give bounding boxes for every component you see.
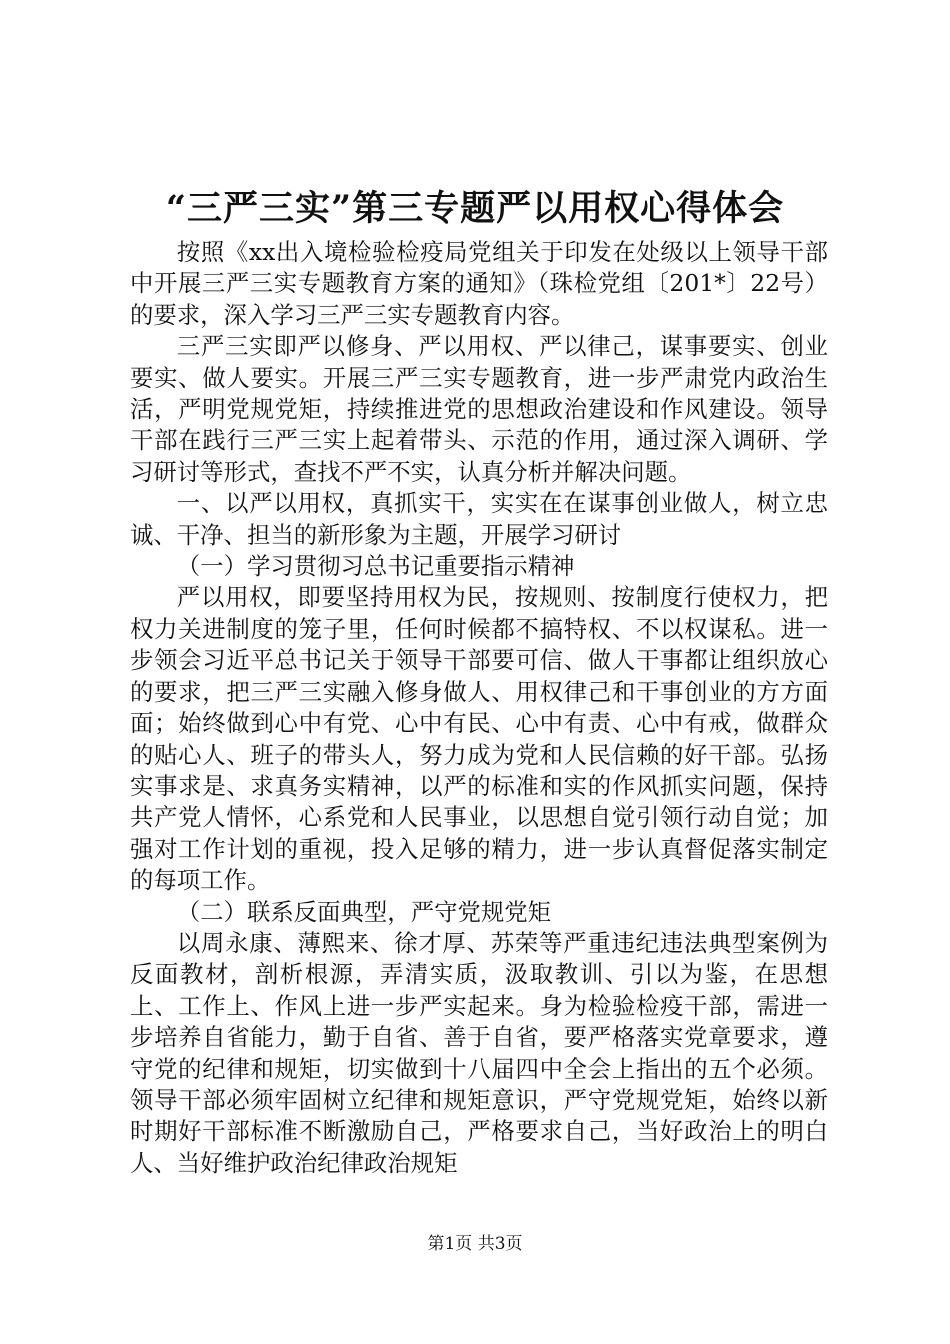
document-body (130, 237, 828, 1179)
section-heading-1: 一、以严以用权，真抓实干，实实在在谋事创业做人，树立忠诚、干净、担当的新形象为主题，开展学习研讨 (130, 489, 828, 549)
paragraph-negative-examples: 以周永康、薄熙来、徐才厚、苏荣等严重违纪违法典型案例为反面教材，剖析根源，弄清实质，汲取教训、引以为鉴，在思想上、工作上、作风上进一步严实起来。身为检验检疫干部，需进一步培养自省能力，勤于自省、善于自省，要严格落实党章要求，遵守党的纪律和规矩，切实做到十八届四中全会上指出的五个必须。领导干部必须牢固树立纪律和规矩意识，严守党规党矩，始终以新时期好干部标准不断激励自己，严格要求自己，当好政治上的明白人、当好维护政治纪律政治规矩 (130, 928, 828, 1177)
document-title: “三严三实”第三专题严以用权心得体会 (165, 188, 785, 229)
subsection-heading-2: （二）联系反面典型，严守党规党矩 (176, 897, 552, 926)
paragraph-strict-power: 严以用权，即要坚持用权为民，按规则、按制度行使权力，把权力关进制度的笼子里，任何时候都不搞特权、不以权谋私。进一步领会习近平总书记关于领导干部要可信、做人干事都让组织放心的要求，把三严三实融入修身做人、用权律己和干事创业的方方面面；始终做到心中有党、心中有民、心中有责、心中有戒，做群众的贴心人、班子的带头人，努力成为党和人民信赖的好干部。弘扬实事求是、求真务实精神，以严的标准和实的作风抓实问题，保持共产党人情怀，心系党和人民事业，以思想自觉引领行动自觉；加强对工作计划的重视，投入足够的精力，进一步认真督促落实制定的每项工作。 (130, 583, 828, 895)
subsection-heading-1: （一）学习贯彻习总书记重要指示精神 (176, 552, 575, 581)
paragraph-intro: 按照《xx出入境检验检疫局党组关于印发在处级以上领导干部中开展三严三实专题教育方案的通知》（珠检党组〔201*〕22号）的要求，深入学习三严三实专题教育内容。 (130, 238, 828, 329)
page-footer: 第1页 共3页 (427, 1234, 523, 1254)
paragraph-three-strict: 三严三实即严以修身、严以用权、严以律己，谋事要实、创业要实、做人要实。开展三严三实专题教育，进一步严肃党内政治生活，严明党规党矩，持续推进党的思想政治建设和作风建设。领导干部在践行三严三实上起着带头、示范的作用，通过深入调研、学习研讨等形式，查找不严不实，认真分析并解决问题。 (130, 332, 828, 486)
